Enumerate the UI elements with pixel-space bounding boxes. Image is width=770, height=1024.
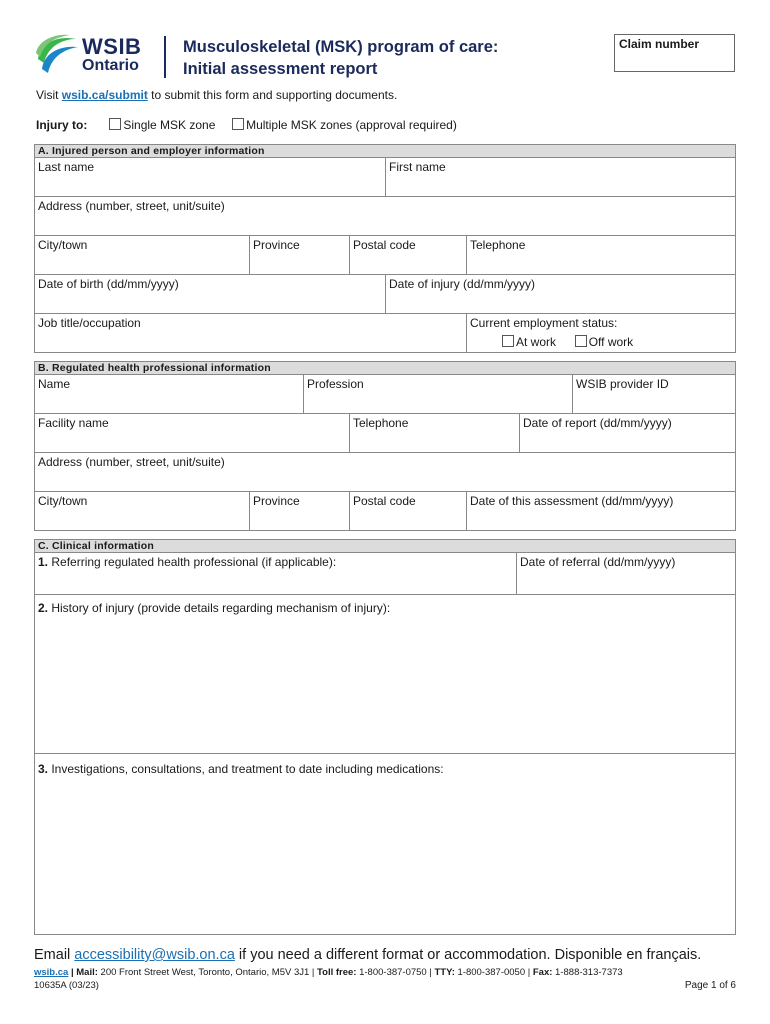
- q2-number: 2.: [38, 601, 49, 615]
- logo-wordmark: WSIB: [82, 34, 142, 59]
- form-code: 10635A (03/23): [34, 980, 99, 991]
- visit-suffix: to submit this form and supporting documents.: [147, 88, 398, 102]
- province-a-field[interactable]: [249, 235, 350, 275]
- off-work-checkbox[interactable]: [575, 335, 587, 347]
- page-number: Page 1 of 6: [684, 980, 736, 991]
- city-a-field[interactable]: [34, 235, 250, 275]
- last-name-field[interactable]: [34, 157, 386, 197]
- address-a-field[interactable]: [34, 196, 736, 236]
- injury-to-label: Injury to:: [36, 118, 88, 132]
- injury-to-row: [36, 118, 457, 132]
- mail-label: Mail:: [76, 967, 98, 978]
- wsib-logo: [34, 33, 174, 79]
- job-title-label: Job title/occupation: [38, 316, 141, 330]
- at-work-checkbox[interactable]: [502, 335, 514, 347]
- date-of-assessment-label: Date of this assessment (dd/mm/yyyy): [470, 494, 674, 508]
- section-c-heading: C. Clinical information: [34, 539, 736, 553]
- history-of-injury-label: History of injury (provide details regarding mechanism of injury):: [48, 601, 391, 615]
- city-b-label: City/town: [38, 494, 88, 508]
- investigations-field[interactable]: [34, 753, 736, 935]
- profession-field[interactable]: [303, 374, 573, 414]
- address-b-label: Address (number, street, unit/suite): [38, 455, 225, 469]
- dob-label: Date of birth (dd/mm/yyyy): [38, 277, 179, 291]
- postal-a-label: Postal code: [353, 238, 416, 252]
- dob-field[interactable]: [34, 274, 386, 314]
- address-a-label: Address (number, street, unit/suite): [38, 199, 225, 213]
- facility-name-label: Facility name: [38, 416, 109, 430]
- tty-label: TTY:: [434, 967, 455, 978]
- wsib-swoosh-icon: [34, 33, 80, 79]
- employment-status-label: Current employment status:: [470, 316, 618, 330]
- at-work-label: At work: [516, 335, 557, 349]
- postal-b-label: Postal code: [353, 494, 416, 508]
- first-name-field[interactable]: [385, 157, 736, 197]
- section-a-heading: A. Injured person and employer information: [34, 144, 736, 158]
- employment-status-group: [466, 313, 736, 353]
- telephone-b-field[interactable]: [349, 413, 520, 453]
- name-b-label: Name: [38, 377, 71, 391]
- profession-label: Profession: [307, 377, 364, 391]
- name-b-field[interactable]: [34, 374, 304, 414]
- q1-number: 1.: [38, 555, 49, 569]
- wsib-site-link[interactable]: wsib.ca: [34, 967, 69, 978]
- form-title: [183, 36, 498, 80]
- investigations-label: Investigations, consultations, and treatment to date including medications:: [48, 762, 444, 776]
- logo-province: Ontario: [82, 57, 139, 74]
- single-zone-label: Single MSK zone: [123, 118, 216, 132]
- off-work-label: Off work: [588, 335, 634, 349]
- email-prefix: Email: [34, 947, 75, 963]
- date-of-assessment-field[interactable]: [466, 491, 736, 531]
- claim-number-field[interactable]: [614, 34, 735, 72]
- telephone-a-label: Telephone: [470, 238, 526, 252]
- referring-professional-label: Referring regulated health professional (if applicable):: [48, 555, 337, 569]
- tollfree-label: Toll free:: [317, 967, 357, 978]
- form-title-line2: Initial assessment report: [183, 60, 378, 78]
- tty-value: 1-800-387-0050 |: [454, 967, 533, 978]
- mail-value: 200 Front Street West, Toronto, Ontario, M5V 3J1 |: [97, 967, 318, 978]
- q3-number: 3.: [38, 762, 49, 776]
- title-divider: [164, 36, 166, 78]
- date-of-referral-label: Date of referral (dd/mm/yyyy): [520, 555, 676, 569]
- province-b-field[interactable]: [249, 491, 350, 531]
- single-zone-checkbox[interactable]: [109, 118, 121, 130]
- contact-line: wsib.ca | Mail: 200 Front Street West, Toronto, Ontario, M5V 3J1 | Toll free: 1-800-387-0750 | TTY: 1-800-387-0050 | Fax: 1-888-313-7373: [34, 967, 623, 978]
- multiple-zones-label: Multiple MSK zones (approval required): [246, 118, 457, 132]
- provider-id-label: WSIB provider ID: [576, 377, 669, 391]
- city-b-field[interactable]: [34, 491, 250, 531]
- tollfree-value: 1-800-387-0750 |: [356, 967, 435, 978]
- facility-name-field[interactable]: [34, 413, 350, 453]
- referring-professional-field[interactable]: [34, 552, 517, 595]
- accessibility-note: [34, 947, 701, 963]
- doi-label: Date of injury (dd/mm/yyyy): [389, 277, 536, 291]
- doi-field[interactable]: [385, 274, 736, 314]
- section-b-heading: B. Regulated health professional information: [34, 361, 736, 375]
- claim-number-label: Claim number: [619, 37, 700, 51]
- visit-prefix: Visit: [36, 88, 62, 102]
- accessibility-email-link[interactable]: accessibility@wsib.on.ca: [74, 947, 235, 963]
- last-name-label: Last name: [38, 160, 95, 174]
- fax-value: 1-888-313-7373: [552, 967, 623, 978]
- date-of-report-field[interactable]: [519, 413, 736, 453]
- city-a-label: City/town: [38, 238, 88, 252]
- telephone-a-field[interactable]: [466, 235, 736, 275]
- date-of-report-label: Date of report (dd/mm/yyyy): [523, 416, 672, 430]
- history-of-injury-field[interactable]: [34, 594, 736, 754]
- provider-id-field[interactable]: [572, 374, 736, 414]
- telephone-b-label: Telephone: [353, 416, 409, 430]
- form-title-line1: Musculoskeletal (MSK) program of care:: [183, 38, 499, 56]
- first-name-label: First name: [389, 160, 446, 174]
- date-of-referral-field[interactable]: [516, 552, 736, 595]
- province-b-label: Province: [253, 494, 300, 508]
- submit-link[interactable]: wsib.ca/submit: [61, 88, 148, 102]
- submit-instructions: [36, 88, 397, 102]
- address-b-field[interactable]: [34, 452, 736, 492]
- job-title-field[interactable]: [34, 313, 467, 353]
- postal-b-field[interactable]: [349, 491, 467, 531]
- postal-a-field[interactable]: [349, 235, 467, 275]
- multiple-zones-checkbox[interactable]: [232, 118, 244, 130]
- fax-label: Fax:: [532, 967, 553, 978]
- province-a-label: Province: [253, 238, 300, 252]
- email-suffix: if you need a different format or accommodation. Disponible en français.: [234, 947, 702, 963]
